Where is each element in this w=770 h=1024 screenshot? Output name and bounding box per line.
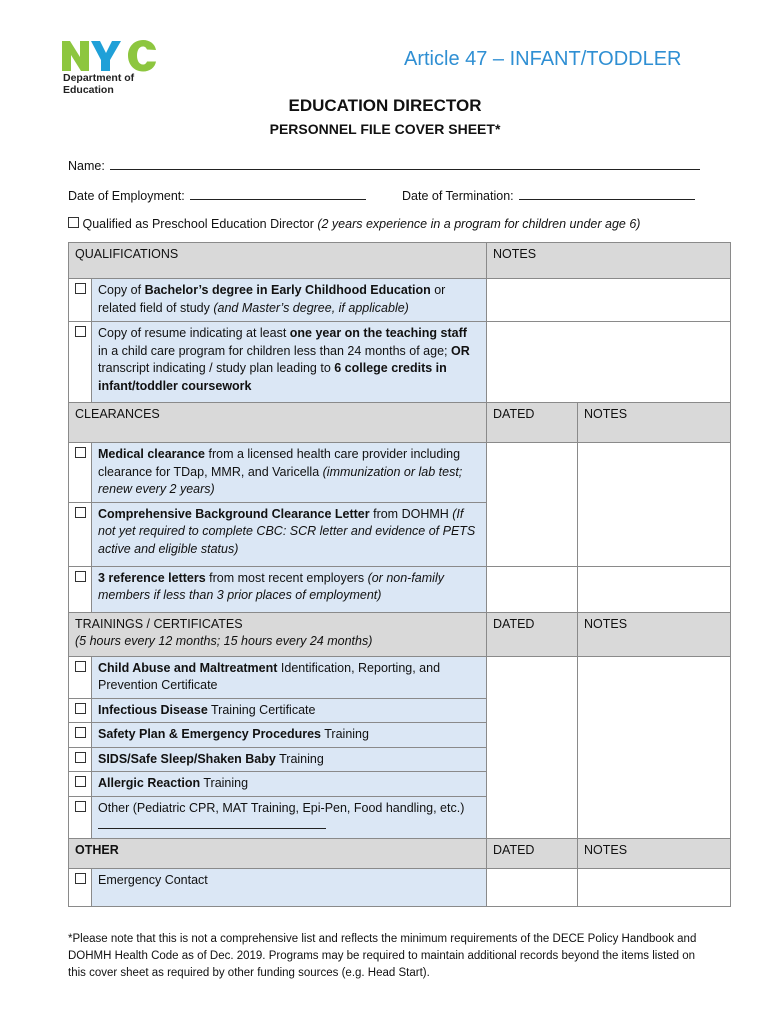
training-allergic-reaction: Allergic Reaction Training xyxy=(92,772,487,797)
notes-cell[interactable] xyxy=(487,322,731,403)
checkbox[interactable] xyxy=(75,801,86,812)
checkbox[interactable] xyxy=(75,283,86,294)
checkbox[interactable] xyxy=(75,873,86,884)
date-of-employment-row xyxy=(68,188,366,203)
date-of-termination-field[interactable] xyxy=(519,188,695,200)
checkbox[interactable] xyxy=(75,507,86,518)
qualification-experience: Copy of resume indicating at least one year on the teaching staff in a child care program for children less than 24 months of age; OR transcript indicating / study plan leading to 6 college credits in infant/toddler coursework xyxy=(92,322,487,403)
table-row xyxy=(69,566,731,612)
other-header: OTHER xyxy=(69,838,487,868)
other-header-row xyxy=(69,838,731,868)
checkbox[interactable] xyxy=(75,727,86,738)
checkbox[interactable] xyxy=(75,703,86,714)
notes-header: NOTES xyxy=(578,612,731,656)
table-row xyxy=(69,443,731,503)
notes-header: NOTES xyxy=(487,243,731,279)
dated-cell[interactable] xyxy=(487,443,578,567)
clearances-header: CLEARANCES xyxy=(69,403,487,443)
checkbox[interactable] xyxy=(75,571,86,582)
article-heading: Article 47 – INFANT/TODDLER xyxy=(404,48,682,70)
table-row xyxy=(69,322,731,403)
training-child-abuse: Child Abuse and Maltreatment Identification, Reporting, and Prevention Certificate xyxy=(92,656,487,698)
training-other: Other (Pediatric CPR, MAT Training, Epi-Pen, Food handling, etc.) xyxy=(92,796,487,838)
qualified-label: Qualified as Preschool Education Director xyxy=(82,217,314,231)
clearances-header-row xyxy=(69,403,731,443)
dated-header: DATED xyxy=(487,838,578,868)
qualified-checkbox[interactable] xyxy=(68,217,79,228)
trainings-subheader: (5 hours every 12 months; 15 hours every 24 months) xyxy=(75,634,373,648)
dated-cell[interactable] xyxy=(487,566,578,612)
clearance-references: 3 reference letters from most recent employers (or non-family members if less than 3 prior places of employment) xyxy=(92,566,487,612)
dated-header: DATED xyxy=(487,403,578,443)
notes-cell[interactable] xyxy=(578,656,731,838)
checkbox[interactable] xyxy=(75,447,86,458)
qualifications-header-row xyxy=(69,243,731,279)
name-field[interactable] xyxy=(110,158,700,170)
notes-header: NOTES xyxy=(578,838,731,868)
checkbox[interactable] xyxy=(75,776,86,787)
qualifications-header: QUALIFICATIONS xyxy=(69,243,487,279)
date-of-termination-row xyxy=(402,188,695,203)
page-title: EDUCATION DIRECTOR xyxy=(288,96,482,115)
dated-cell[interactable] xyxy=(487,868,578,906)
name-label: Name: xyxy=(68,159,105,173)
training-safety-plan: Safety Plan & Emergency Procedures Training xyxy=(92,723,487,748)
personnel-checklist-table xyxy=(68,242,731,907)
clearance-background: Comprehensive Background Clearance Letter from DOHMH (If not yet required to complete CBC: SCR letter and evidence of PETS active and eligible status) xyxy=(92,502,487,566)
checkbox[interactable] xyxy=(75,752,86,763)
trainings-header: TRAININGS / CERTIFICATES (5 hours every 12 months; 15 hours every 24 months) xyxy=(69,612,487,656)
qualified-row xyxy=(68,217,640,231)
notes-cell[interactable] xyxy=(578,566,731,612)
qualified-note: (2 years experience in a program for children under age 6) xyxy=(317,217,641,231)
other-emergency-contact: Emergency Contact xyxy=(92,868,487,906)
notes-cell[interactable] xyxy=(578,443,731,567)
table-row xyxy=(69,656,731,698)
page-subtitle: PERSONNEL FILE COVER SHEET* xyxy=(269,121,501,137)
nyc-logo-icon xyxy=(60,38,160,72)
logo-dept-line1: Department of xyxy=(63,72,135,84)
qualification-degree: Copy of Bachelor’s degree in Early Childhood Education or related field of study (and Master’s degree, if applicable) xyxy=(92,279,487,322)
notes-cell[interactable] xyxy=(487,279,731,322)
table-row xyxy=(69,868,731,906)
training-sids: SIDS/Safe Sleep/Shaken Baby Training xyxy=(92,747,487,772)
date-of-employment-field[interactable] xyxy=(190,188,366,200)
training-other-field[interactable] xyxy=(98,817,326,829)
notes-cell[interactable] xyxy=(578,868,731,906)
clearance-medical: Medical clearance from a licensed health care provider including clearance for TDap, MMR, and Varicella (immunization or lab test; renew every 2 years) xyxy=(92,443,487,503)
doe-label: Date of Employment: xyxy=(68,189,185,203)
dated-header: DATED xyxy=(487,612,578,656)
table-row xyxy=(69,279,731,322)
nyc-doe-logo xyxy=(60,38,170,100)
name-row xyxy=(68,158,700,173)
dated-cell[interactable] xyxy=(487,656,578,838)
training-infectious-disease: Infectious Disease Training Certificate xyxy=(92,698,487,723)
dot-label: Date of Termination: xyxy=(402,189,514,203)
checkbox[interactable] xyxy=(75,661,86,672)
footnote: *Please note that this is not a comprehensive list and reflects the minimum requirements of the DECE Policy Handbook and DOHMH Health Code as of Dec. 2019. Programs may be required to maintain additional records beyond the items listed on this cover sheet as required by other funding sources (e.g. Head Start). xyxy=(68,933,697,979)
checkbox[interactable] xyxy=(75,326,86,337)
trainings-header-row xyxy=(69,612,731,656)
notes-header: NOTES xyxy=(578,403,731,443)
logo-dept-line2: Education xyxy=(63,84,114,96)
